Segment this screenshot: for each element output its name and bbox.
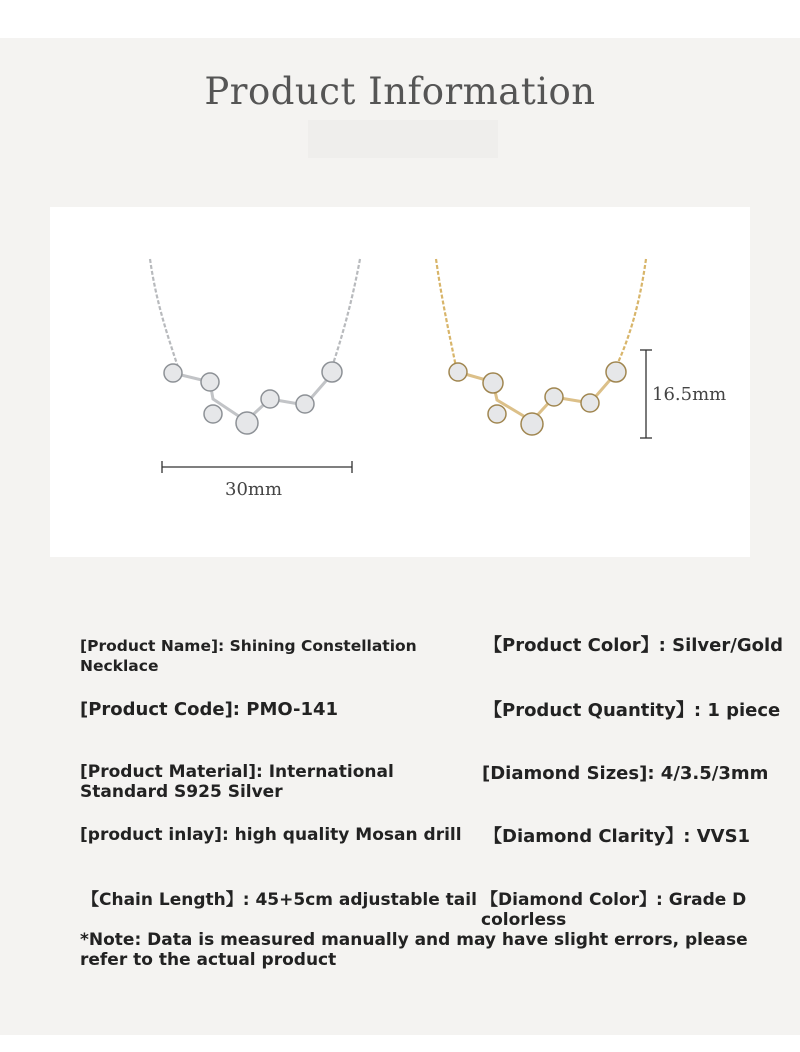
title-underlay [308, 120, 498, 158]
disclaimer-note: *Note: Data is measured manually and may have slight errors, please refer to the actual product [80, 930, 748, 970]
page-title: Product Information [204, 70, 596, 113]
spec-diamond-clarity: 【Diamond Clarity】: VVS1 [484, 826, 751, 847]
spec-diamond-sizes: [Diamond Sizes]: 4/3.5/3mm [482, 763, 769, 784]
spec-product-material: [Product Material]: International Standard S925 Silver [80, 762, 394, 802]
gold-stones [449, 362, 626, 435]
spec-product-code: [Product Code]: PMO-141 [80, 699, 339, 720]
height-dimension-label: 16.5mm [652, 384, 727, 405]
width-dimension-label: 30mm [225, 479, 283, 500]
spec-chain-length: 【Chain Length】: 45+5cm adjustable tail [82, 890, 477, 910]
height-dimension-line [640, 350, 652, 438]
spec-product-name: [Product Name]: Shining Constellation Necklace [80, 637, 417, 675]
spec-product-color: 【Product Color】: Silver/Gold [484, 635, 784, 656]
necklace-illustration [50, 207, 750, 557]
silver-necklace [150, 259, 360, 367]
silver-stones [164, 362, 342, 434]
gold-necklace [436, 259, 646, 367]
spec-product-quantity: 【Product Quantity】: 1 piece [484, 700, 781, 721]
spec-diamond-color: 【Diamond Color】: Grade D colorless [481, 890, 747, 930]
product-photo [50, 207, 750, 557]
width-dimension-line [162, 461, 352, 473]
spec-product-inlay: [product inlay]: high quality Mosan drill [80, 825, 462, 845]
